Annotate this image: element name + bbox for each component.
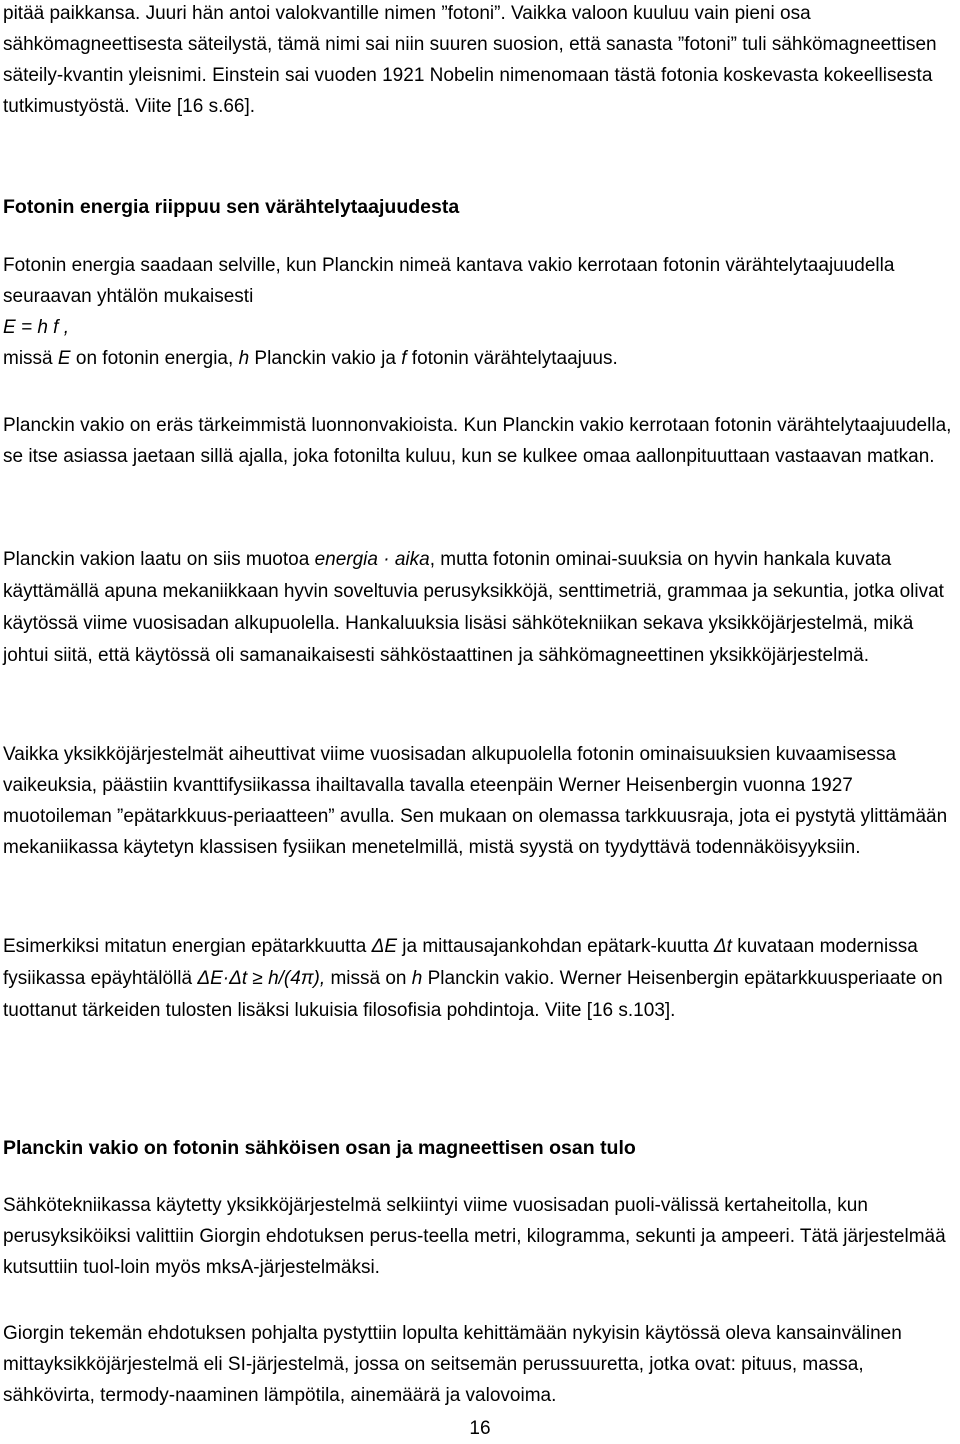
intro-paragraph: pitää paikkansa. Juuri hän antoi valokvantille nimen ”fotoni”. Vaikka valoon kuuluu vain pieni osa sähkömagneettisesta säteilystä, tämä nimi sai niin suuren suosion, että sanasta ”fotoni” tuli sähkömagneettisen säteily-kvantin yleisnimi. Einstein sai vuoden 1921 Nobelin nimenomaan tästä fotonia koskevasta kokeellisesta tutkimustyöstä. Viite [16 s.66]. (3, 3, 937, 117)
paragraph-5-end: Planckin vakio. Werner Heisenbergin epätarkkuusperiaate on tuottanut tärkeiden tulosten lisäksi lukuisia filosofisia pohdintoja. Viite [16 s.103]. (3, 968, 943, 1021)
delta-e-symbol: ΔE (371, 936, 397, 957)
planck-paragraph-2: Giorgin tekemän ehdotuksen pohjalta pystyttiin lopulta kehittämään nykyisin käytössä oleva kansainvälinen mittayksikköjärjestelmä eli SI-järjestelmä, jossa on seitsemän perussuuretta, jotka ovat: pituus, massa, sähkövirta, termody-naaminen lämpötila, ainemäärä ja valovoima. (3, 1323, 902, 1406)
section-energy-heading-block (3, 192, 955, 223)
section-energy-paragraph-5-block (3, 931, 955, 1027)
definition-mid-1: on fotonin energia, (75, 348, 234, 369)
paragraph-5-start: Esimerkiksi mitatun energian epätarkkuutta (3, 936, 367, 957)
page-number: 16 (469, 1418, 491, 1439)
section-heading-energy: Fotonin energia riippuu sen värähtelytaajuudesta (3, 196, 460, 218)
definition-mid-2: Planckin vakio ja (254, 348, 396, 369)
energy-formula-definition (3, 343, 955, 374)
paragraph-3-rest: , mutta fotonin ominai-suuksia on hyvin hankala kuvata käyttämällä apuna mekaniikkaan hyvin soveltuvia perusyksikköjä, senttimetriä, grammaa ja sekuntia, jotka olivat käytössä viime vuosisadan alkupuolella. Hankaluuksia lisäsi sähkötekniikan sekava yksikköjärjestelmä, mikä johtui siitä, että käytössä oli samanaikaisesti sähköstaattinen ja sähkömagneettinen yksikköjärjestelmä. (3, 549, 944, 666)
planck-symbol: h (411, 968, 423, 989)
definition-prefix: missä (3, 348, 53, 369)
paragraph-5-mid-1: ja mittausajankohdan epätark-kuutta (402, 936, 709, 957)
definition-suffix: fotonin värähtelytaajuus. (411, 348, 618, 369)
uncertainty-inequality: ΔE·Δt ≥ h/(4π), (197, 968, 326, 989)
energy-paragraph-5 (3, 931, 955, 1027)
paragraph-3-start: Planckin vakion laatu on siis muotoa (3, 549, 310, 570)
energy-paragraph-3 (3, 544, 955, 672)
energy-paragraph-2: Planckin vakio on eräs tärkeimmistä luonnonvakioista. Kun Planckin vakio kerrotaan fotonin värähtelytaajuudella, se itse asiassa jaetaan sillä ajalla, joka fotonilta kuluu, kun se kulkee omaa aallonpituuttaan vastaavan matkan. (3, 415, 952, 467)
section-planck-heading-block (3, 1133, 955, 1164)
section-heading-planck: Planckin vakio on fotonin sähköisen osan ja magneettisen osan tulo (3, 1137, 636, 1159)
definition-var-e: E (57, 348, 71, 369)
paragraph-5-mid-2: kuvataan modernissa fysiikassa epäyhtälöllä (3, 936, 918, 989)
energy-formula: E = h f , (3, 317, 70, 338)
section-energy-paragraph-2-block (3, 410, 955, 472)
delta-t-symbol: Δt (713, 936, 732, 957)
energy-time-expression: energia · aika (314, 549, 430, 570)
paragraph-5-mid-3: missä on (330, 968, 407, 989)
definition-var-f: f (401, 348, 407, 369)
planck-paragraph-1: Sähkötekniikassa käytetty yksikköjärjestelmä selkiintyi viime vuosisadan puoli-välissä kertaheitolla, kun perusyksiköiksi valittiin Giorgin ehdotuksen perus-teella metri, kilogramma, sekunti ja ampeeri. Tätä järjestelmää kutsuttiin tuol-loin myös mksA-järjestelmäksi. (3, 1195, 946, 1278)
energy-paragraph-1: Fotonin energia saadaan selville, kun Planckin nimeä kantava vakio kerrotaan fotonin värähtelytaajuudella seuraavan yhtälön mukaisesti (3, 255, 895, 307)
definition-var-h: h (238, 348, 250, 369)
section-energy-paragraph-4-block (3, 739, 955, 863)
section-energy-paragraph-1-block (3, 250, 955, 374)
energy-paragraph-4: Vaikka yksikköjärjestelmät aiheuttivat viime vuosisadan alkupuolella fotonin ominaisuuksien kuvaamisessa vaikeuksia, päästiin kvanttifysiikassa ihailtavalla tavalla eteenpäin Werner Heisenbergin vuonna 1927 muotoileman ”epätarkkuus-periaatteen” avulla. Sen mukaan on olemassa tarkkuusraja, jota ei pystytä ylittämään mekaniikassa käytetyn klassisen fysiikan menetelmillä, mistä syystä on tyydyttävä todennäköisyyksiin. (3, 744, 948, 858)
section-energy-paragraph-3-block (3, 544, 955, 672)
section-planck-paragraph-2-block (3, 1318, 955, 1411)
intro-paragraph-block (3, 0, 955, 122)
section-planck-paragraph-1-block (3, 1190, 955, 1283)
